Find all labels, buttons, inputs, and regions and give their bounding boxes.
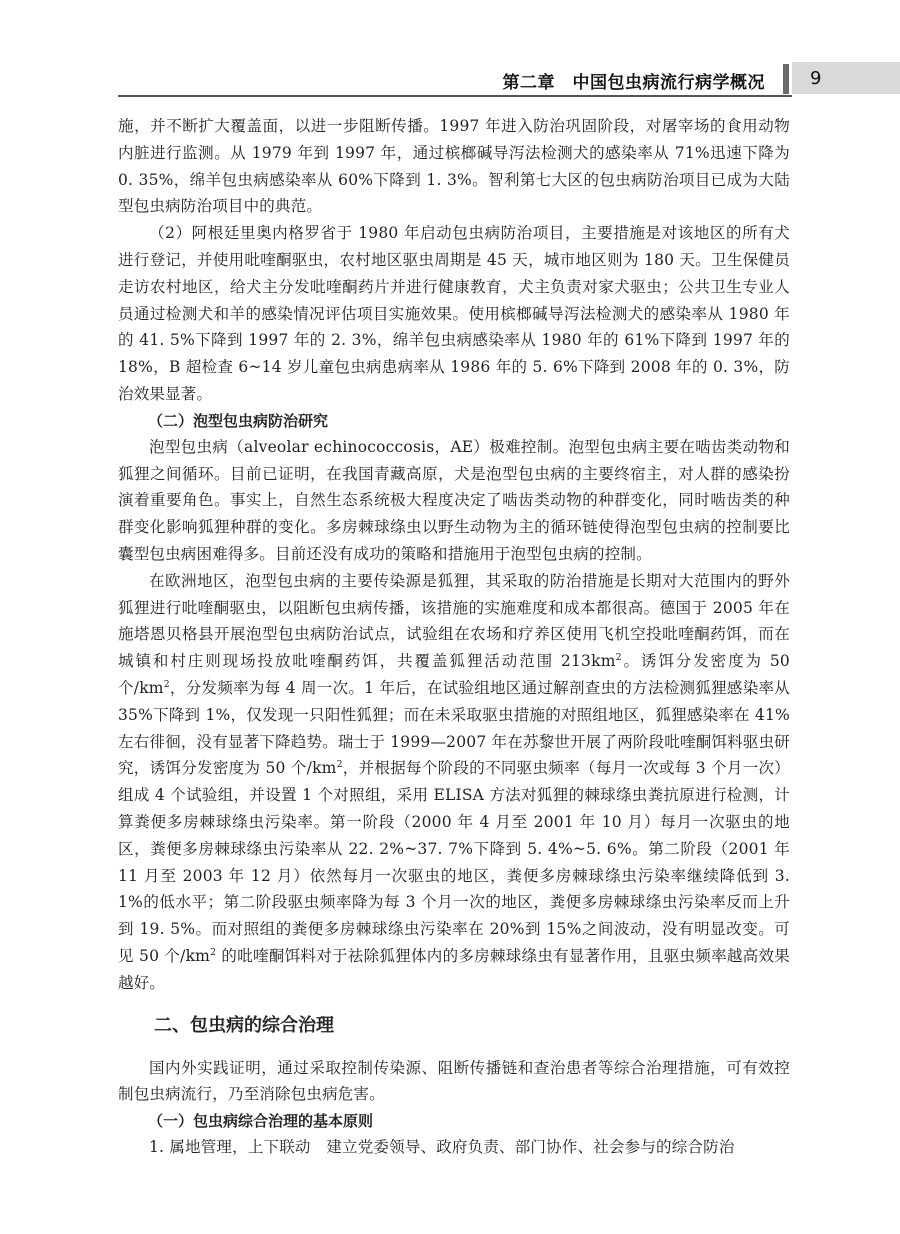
europe-text-b: 。诱饵分发密度为 50 个/km <box>118 652 790 697</box>
paragraph-europe <box>118 568 790 997</box>
page-body <box>118 113 790 1161</box>
section-heading-integrated-control: 二、包虫病的综合治理 <box>154 1014 334 1036</box>
header-tab-bar <box>783 64 789 94</box>
superscript-2: 2 <box>210 946 217 958</box>
paragraph-integrated-intro: 国内外实践证明，通过采取控制传染源、阻断传播链和查治患者等综合治理措施，可有效控制包虫病流行，乃至消除包虫病危害。 <box>118 1058 790 1104</box>
chapter-title: 第二章 中国包虫病流行病学概况 <box>502 73 765 93</box>
superscript-2: 2 <box>615 651 622 663</box>
running-header <box>0 62 900 100</box>
paragraph-continuation: 施，并不断扩大覆盖面，以进一步阻断传播。1997 年进入防治巩固阶段，对屠宰场的食用动物内脏进行监测。从 1979 年到 1997 年，通过槟榔碱导泻法检测犬的感染率从 71%迅速下降为 0. 35%，绵羊包虫病感染率从 60%下降到 1. 3%。智利第七大区的包虫病防治项目已成为大陆型包虫病防治项目中的典范。 <box>118 117 790 216</box>
page-number-box <box>792 62 900 94</box>
page-number: 9 <box>810 68 822 89</box>
subheading-basic-principles: （一）包虫病综合治理的基本原则 <box>148 1112 374 1131</box>
europe-text-d: ，并根据每个阶段的不同驱虫频率（每月一次或每 3 个月一次）组成 4 个试验组，并设置 1 个对照组，采用 ELISA 方法对狐狸的棘球绦虫粪抗原进行检测，计算粪便多房棘球绦虫污染率。第一阶段（2000 年 4 月至 2001 年 10 月）每月一次驱虫的地区，粪便多房棘球绦虫污染率从 22. 2%~37. 7%下降到 5. 4%~5. 6%。第二阶段（2001 年 11 月至 2003 年 12 月）依然每月一次驱虫的地区，粪便多房棘球绦虫污染率继续降低到 3. 1%的低水平；第二阶段驱虫频率降为每 3 个月一次的地区，粪便多房棘球绦虫污染率反而上升到 19. 5%。而对照组的粪便多房棘球绦虫污染率在 20%到 15%之间波动，没有明显改变。可见 50 个/km <box>118 759 791 965</box>
europe-text-a: 在欧洲地区，泡型包虫病的主要传染源是狐狸，其采取的防治措施是长期对大范围内的野外狐狸进行吡喹酮驱虫，以阻断包虫病传播，该措施的实施难度和成本都很高。德国于 2005 年在施塔恩贝格县开展泡型包虫病防治试点，试验组在农场和疗养区使用飞机空投吡喹酮药饵，而在城镇和村庄则现场投放吡喹酮药饵，共覆盖狐狸活动范围 213km <box>118 571 790 671</box>
europe-text-c: ，分发频率为每 4 周一次。1 年后，在试验组地区通过解剖查虫的方法检测狐狸感染率从 35%下降到 1%，仅发现一只阳性狐狸；而在未采取驱虫措施的对照组地区，狐狸感染率在 41%左右徘徊，没有显著下降趋势。瑞士于 1999—2007 年在苏黎世开展了两阶段吡喹酮饵料驱虫研究，诱饵分发密度为 50 个/km <box>118 678 790 778</box>
europe-text-e: 的吡喹酮饵料对于祛除狐狸体内的多房棘球绦虫有显著作用，且驱虫频率越高效果越好。 <box>118 946 790 992</box>
superscript-2: 2 <box>163 678 170 690</box>
header-rule <box>118 95 792 97</box>
paragraph-principle-1: 1. 属地管理，上下联动 建立党委领导、政府负责、部门协作、社会参与的综合防治 <box>149 1138 735 1157</box>
paragraph-alveolar-intro: 泡型包虫病（alveolar echinococcosis，AE）极难控制。泡型包虫病主要在啮齿类动物和狐狸之间循环。目前已证明，在我国青藏高原，犬是泡型包虫病的主要终宿主，对人群的感染扮演着重要角色。事实上，自然生态系统极大程度决定了啮齿类动物的种群变化，同时啮齿类的种群变化影响狐狸种群的变化。多房棘球绦虫以野生动物为主的循环链使得泡型包虫病的控制要比囊型包虫病困难得多。目前还没有成功的策略和措施用于泡型包虫病的控制。 <box>118 437 790 563</box>
superscript-2: 2 <box>336 759 343 771</box>
paragraph-argentina: （2）阿根廷里奥内格罗省于 1980 年启动包虫病防治项目，主要措施是对该地区的所有犬进行登记，并使用吡喹酮驱虫，农村地区驱虫周期是 45 天，城市地区则为 180 天。卫生保健员走访农村地区，给犬主分发吡喹酮药片并进行健康教育，犬主负责对家犬驱虫；公共卫生专业人员通过检测犬和羊的感染情况评估项目实施效果。使用槟榔碱导泻法检测犬的感染率从 1980 年的 41. 5%下降到 1997 年的 2. 3%，绵羊包虫病感染率从 1980 年的 61%下降到 1997 年的 18%，B 超检查 6~14 岁儿童包虫病患病率从 1986 年的 5. 6%下降到 2008 年的 0. 3%，防治效果显著。 <box>118 224 790 403</box>
subheading-alveolar: （二）泡型包虫病防治研究 <box>148 411 329 430</box>
